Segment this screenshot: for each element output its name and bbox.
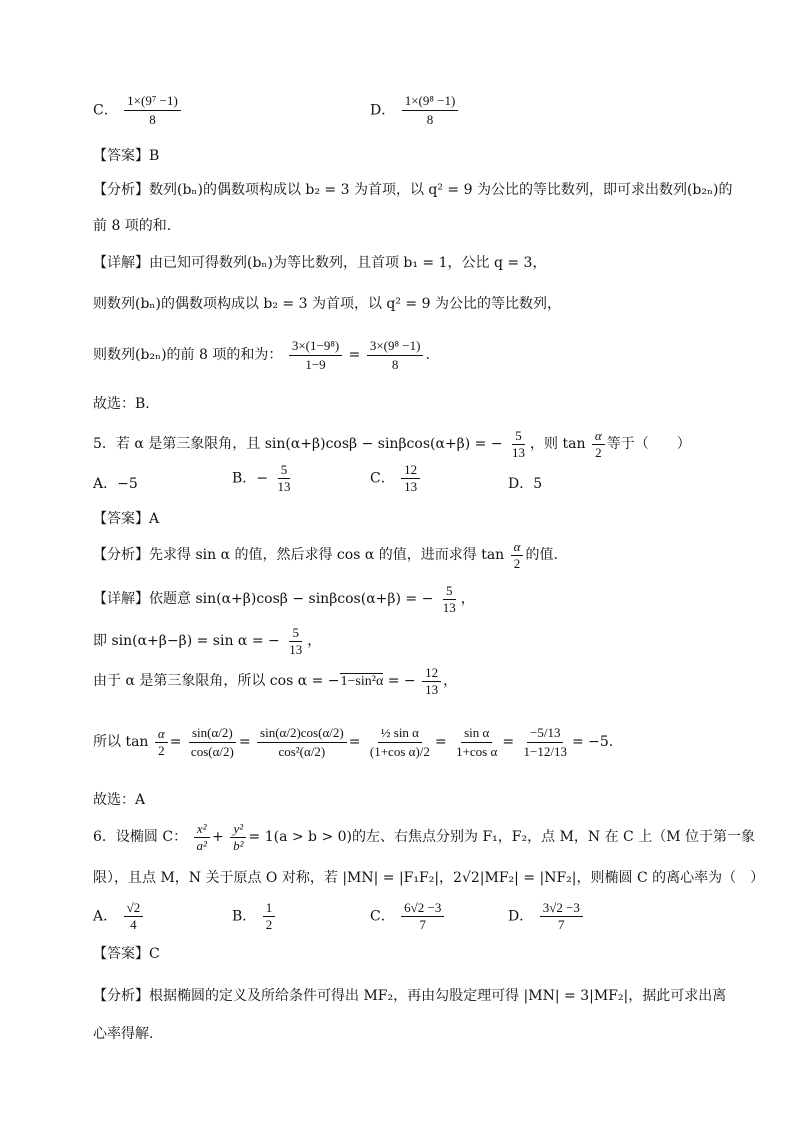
q5-analysis [93,536,558,574]
q6-answer [93,944,160,964]
q4-option-d [370,92,460,129]
q5-analysis-den: 2 [513,555,521,571]
q5-analysis-prefix: 先求得 sin α 的值，然后求得 cos α 的值，进而求得 tan [149,547,505,563]
q5-stem-fraction [509,428,528,461]
q6-option-c-num: 6√2 −3 [401,900,444,917]
q5-detail-line-4 [93,712,613,772]
q5-detail-4-c-num: sin(α/2)cos(α/2) [257,724,347,743]
q5-detail-2-end: ， [307,633,322,649]
q6-option-d-fraction [540,900,583,933]
q5-stem-tan-fraction [592,428,605,461]
q5-stem-prefix: 5．若 α 是第三象限角，且 sin(α+β)cosβ − sinβcos(α+β) = − [93,436,503,452]
q5-option-c-num: 12 [401,462,420,479]
q5-option-b-den: 13 [277,479,291,494]
q4-detail-3-fraction-2 [367,337,424,374]
q4-analysis-line-2: 前 8 项的和. [93,218,172,234]
q4-choose: 故选：B. [93,396,150,412]
q6-answer-tag: 【答案】 [93,946,149,962]
q6-option-a-den: 4 [130,917,137,932]
q5-stem-mid: ，则 tan [530,436,586,452]
q5-detail-3-fraction [422,665,441,698]
q6-option-d-den: 7 [558,917,565,932]
q5-stem [93,425,691,463]
q5-detail-4-d-num: ½ sin α [378,724,422,743]
q5-detail-4-a-num: α [155,726,168,743]
q5-detail-4-a-den: 2 [158,742,165,758]
q5-analysis-fraction [511,539,524,572]
q5-detail-1-prefix: 依题意 sin(α+β)cosβ − sinβcos(α+β) = − [149,591,434,607]
q5-analysis-tag: 【分析】 [93,547,149,563]
q4-detail-line-1 [93,253,546,273]
q5-detail-4-e-den: 1+cos α [456,743,498,759]
q5-detail-1-den: 13 [442,599,456,615]
q4-analysis-line-1 [93,180,733,200]
q5-option-c-den: 13 [404,479,418,494]
q5-detail-line-1 [93,580,475,618]
q4-option-c-label: C． [93,102,118,119]
q4-option-d-numerator: 1×(9⁸ −1) [402,92,459,111]
q5-option-b [232,462,295,495]
q6-stem-1-x-num: x² [194,821,210,838]
q5-detail-4-e-num: sin α [461,724,492,743]
q5-detail-line-2 [93,622,321,660]
q5-detail-3-mid: = − [383,673,416,689]
q6-option-b-num: 1 [263,900,276,917]
q5-detail-4-end: = −5. [571,734,614,750]
q5-detail-2-num: 5 [289,625,302,642]
q5-detail-4-d-den: (1+cos α)/2 [369,743,430,759]
q6-option-b-label: B． [232,908,257,925]
q5-option-b-label: B．− [232,470,269,487]
q5-detail-4-eq-5: = [502,734,515,750]
q5-detail-4-b-num: sin(α/2) [189,724,236,743]
q5-detail-4-frac-e [453,724,500,761]
q5-stem-tan-num: α [592,428,605,445]
q4-analysis-text-1: 数列(bₙ)的偶数项构成以 b₂ = 3 为首项，以 q² = 9 为公比的等比数列，即可求出数列(b₂ₙ)的 [149,182,733,198]
q4-option-c-numerator: 1×(9⁷ −1) [124,92,181,111]
q4-option-c [93,92,183,129]
q5-detail-1-fraction [440,583,459,616]
q4-detail-3-f1-num: 3×(1−9⁸) [289,337,342,356]
q5-detail-4-eq-1: = [169,734,182,750]
q6-option-b-den: 2 [265,917,273,932]
q6-analysis-tag: 【分析】 [93,988,149,1004]
q4-option-d-label: D． [370,102,396,119]
q5-stem-frac-num: 5 [512,428,525,445]
q5-detail-line-3 [93,662,457,701]
q4-option-d-fraction [402,92,459,129]
q5-analysis-end: 的值. [525,547,558,563]
q6-stem-1-y-num: y² [230,821,246,838]
q5-detail-3-end: ， [443,673,458,689]
q5-detail-3-den: 13 [425,681,439,697]
q4-detail-3-end: . [425,347,430,363]
q5-detail-tag: 【详解】 [93,591,149,607]
q5-detail-4-frac-a [155,726,168,759]
q5-choose: 故选：A [93,792,146,808]
q5-answer [93,509,159,529]
q5-detail-4-c-den: cos²(α/2) [278,743,326,759]
q5-option-c [370,462,422,495]
q4-detail-3-f1-den: 1−9 [305,356,326,372]
q5-option-b-num: 5 [278,462,291,479]
q4-analysis-tag: 【分析】 [93,182,149,198]
q6-stem-1-x-den: a² [196,837,207,853]
q5-detail-4-frac-b [188,724,237,761]
q6-analysis-line-1 [93,986,726,1006]
q5-detail-1-num: 5 [443,583,456,600]
q6-stem-line-2: 限），且点 M，N 关于原点 O 对称，若 |MN| = |F₁F₂|，2√2|MF₂| = |NF₂|，则椭圆 C 的离心率为（ ） [93,870,765,886]
q6-stem-line-1 [93,818,755,856]
q5-detail-4-eq-3: = [348,734,361,750]
q4-detail-line-3 [93,336,430,374]
q4-detail-3-f2-num: 3×(9⁸ −1) [367,337,424,356]
q6-stem-1-end: = 1(a > b > 0)的左、右焦点分别为 F₁，F₂，点 M，N 在 C 上（M 位于第一象 [248,829,756,845]
q6-option-b-fraction [263,900,276,933]
q6-stem-1-prefix: 6．设椭圆 C： [93,829,188,845]
q5-stem-frac-den: 13 [512,444,526,460]
q5-detail-4-f-num: −5/13 [527,724,563,743]
q4-detail-text-1: 由已知可得数列(bₙ)为等比数列，且首项 b₁ = 1，公比 q = 3， [149,255,547,271]
q5-detail-4-eq-2: = [238,734,251,750]
q5-answer-tag: 【答案】 [93,511,149,527]
q5-detail-1-end: ， [460,591,475,607]
q4-option-d-denominator: 8 [426,112,434,127]
q6-option-d [508,900,585,933]
q5-option-d: D．5 [508,476,543,492]
q6-option-a-num: √2 [124,900,144,917]
q4-detail-tag: 【详解】 [93,255,149,271]
q5-detail-4-prefix: 所以 tan [93,734,149,750]
q5-detail-3-sqrt: 1−sin²α [340,674,384,689]
q5-detail-4-frac-c [257,724,347,761]
q5-option-b-fraction [274,462,293,495]
q5-detail-2-den: 13 [289,641,303,657]
q6-analysis-text-1: 根据椭圆的定义及所给条件可得出 MF₂，再由勾股定理可得 |MN| = 3|MF₂|，据此可求出离 [149,988,727,1004]
q6-option-c-den: 7 [419,917,427,932]
q6-stem-1-x-fraction [194,821,210,854]
q6-stem-1-y-den: b² [233,837,244,853]
q4-detail-3-f2-den: 8 [391,356,399,372]
q6-option-a [93,900,145,933]
q5-detail-3-prefix: 由于 α 是第三象限角，所以 cos α = − [93,673,340,689]
q4-detail-line-2: 则数列(bₙ)的偶数项构成以 b₂ = 3 为首项，以 q² = 9 为公比的等比数列， [93,296,561,312]
q6-stem-1-y-fraction [230,821,246,854]
q4-detail-3-prefix: 则数列(b₂ₙ)的前 8 项的和为： [93,347,283,363]
q4-answer [93,146,159,166]
q4-detail-3-eq: = [348,347,361,363]
q6-option-a-label: A． [93,908,118,925]
q5-stem-end: 等于（ ） [606,436,691,452]
q6-analysis-line-2: 心率得解. [93,1026,154,1042]
q6-stem-1-plus: + [211,829,224,845]
q6-option-a-fraction [124,900,144,933]
q5-answer-value: A [149,511,160,527]
q6-option-b [232,900,277,933]
q5-detail-4-eq-4: = [434,734,447,750]
q6-option-d-num: 3√2 −3 [540,900,583,917]
q5-detail-4-frac-d [367,724,433,761]
q5-detail-2-fraction [286,625,305,658]
q5-analysis-num: α [511,539,524,556]
q6-option-c [370,900,446,933]
q4-option-c-fraction [124,92,181,129]
q5-stem-tan-den: 2 [595,444,602,460]
q5-option-c-label: C． [370,470,395,487]
q6-option-d-label: D． [508,908,534,925]
q5-detail-4-frac-f [521,724,570,761]
q6-option-c-label: C． [370,908,395,925]
q5-option-a: A．−5 [93,476,138,492]
q4-detail-3-fraction-1 [289,337,342,374]
q4-answer-value: B [149,148,160,164]
q5-detail-4-f-den: 1−12/13 [523,743,567,759]
q4-option-c-denominator: 8 [149,112,156,127]
q5-detail-3-num: 12 [422,665,441,682]
q4-answer-tag: 【答案】 [93,148,149,164]
q6-option-c-fraction [401,900,444,933]
q6-answer-value: C [149,946,160,962]
q5-detail-2-prefix: 即 sin(α+β−β) = sin α = − [93,633,280,649]
q5-option-c-fraction [401,462,420,495]
q5-detail-4-b-den: cos(α/2) [190,743,234,759]
